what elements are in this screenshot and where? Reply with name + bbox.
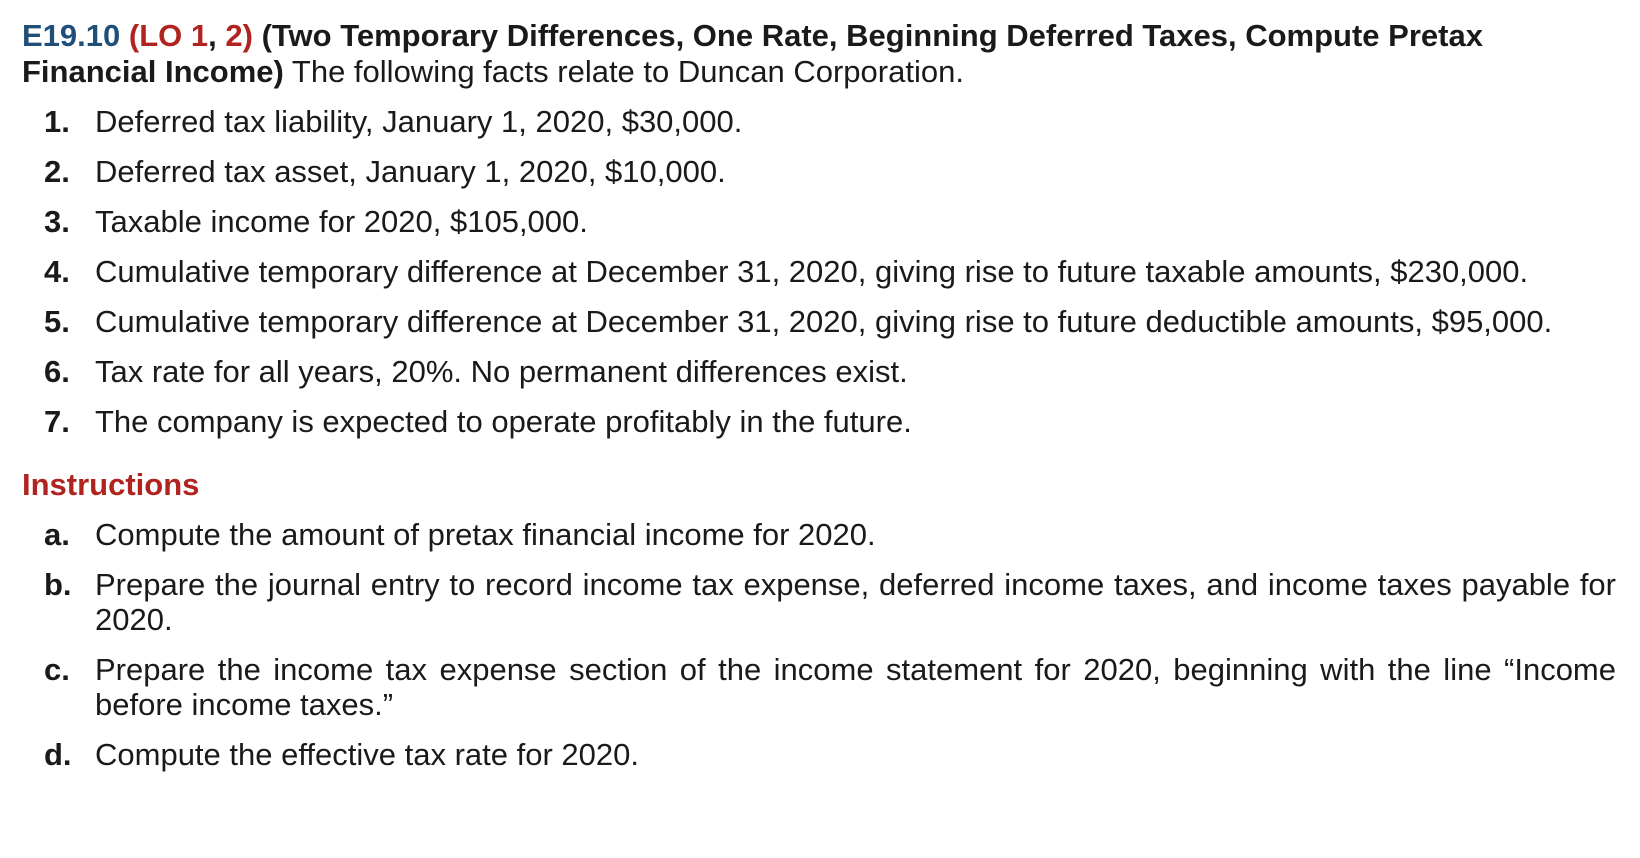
- instructions-list: [22, 517, 1616, 772]
- facts-list: [22, 104, 1616, 439]
- instruction-marker: b.: [44, 567, 72, 602]
- instruction-item: [22, 737, 1616, 772]
- fact-marker: 3.: [44, 204, 70, 239]
- instruction-text: Prepare the income tax expense section of the income statement for 2020, beginning with the line “Income before income taxes.”: [95, 652, 1616, 722]
- exercise-title: (Two Temporary Differences, One Rate, Beginning Deferred Taxes, Compute Pretax Financial Income): [22, 18, 1483, 89]
- fact-marker: 6.: [44, 354, 70, 389]
- fact-item: [22, 154, 1616, 189]
- lo-open: (LO: [128, 18, 191, 53]
- fact-marker: 7.: [44, 404, 70, 439]
- fact-item: [22, 354, 1616, 389]
- fact-item: [22, 204, 1616, 239]
- lo-one: 1: [190, 18, 209, 53]
- instruction-item: [22, 567, 1616, 637]
- fact-text: The company is expected to operate profitably in the future.: [95, 404, 912, 439]
- fact-item: [22, 304, 1616, 339]
- fact-text: Cumulative temporary difference at December 31, 2020, giving rise to future deductible amounts, $95,000.: [95, 304, 1553, 339]
- exercise-heading: [22, 18, 1616, 90]
- lo-comma: ,: [208, 18, 226, 53]
- fact-item: [22, 254, 1616, 289]
- fact-text: Taxable income for 2020, $105,000.: [95, 204, 588, 239]
- instruction-text: Prepare the journal entry to record income tax expense, deferred income taxes, and income taxes payable for 2020.: [95, 567, 1616, 637]
- fact-marker: 1.: [44, 104, 70, 139]
- instruction-text: Compute the amount of pretax financial income for 2020.: [95, 517, 876, 552]
- fact-marker: 5.: [44, 304, 70, 339]
- fact-item: [22, 404, 1616, 439]
- fact-marker: 4.: [44, 254, 70, 289]
- instruction-marker: a.: [44, 517, 70, 552]
- exercise-intro: The following facts relate to Duncan Corporation.: [291, 54, 964, 89]
- exercise-number: E19.10: [22, 18, 121, 53]
- fact-marker: 2.: [44, 154, 70, 189]
- learning-objectives: [129, 18, 253, 53]
- instruction-marker: d.: [44, 737, 72, 772]
- instruction-text: Compute the effective tax rate for 2020.: [95, 737, 639, 772]
- fact-text: Cumulative temporary difference at December 31, 2020, giving rise to future taxable amounts, $230,000.: [95, 254, 1529, 289]
- instructions-heading: Instructions: [22, 467, 200, 502]
- lo-two: 2): [225, 18, 253, 53]
- instruction-item: [22, 652, 1616, 722]
- fact-item: [22, 104, 1616, 139]
- fact-text: Deferred tax liability, January 1, 2020, $30,000.: [95, 104, 743, 139]
- instruction-marker: c.: [44, 652, 70, 687]
- instruction-item: [22, 517, 1616, 552]
- fact-text: Deferred tax asset, January 1, 2020, $10,000.: [95, 154, 726, 189]
- fact-text: Tax rate for all years, 20%. No permanent differences exist.: [95, 354, 908, 389]
